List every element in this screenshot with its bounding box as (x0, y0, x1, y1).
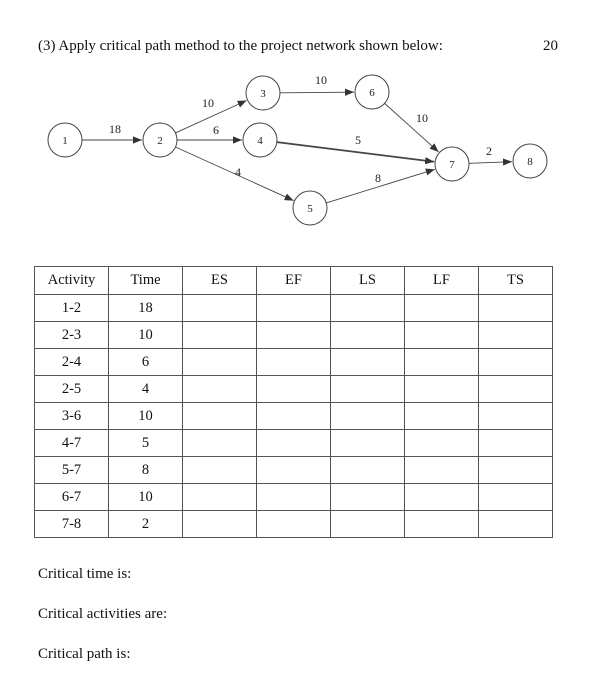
node-4 (243, 123, 277, 157)
cell-activity: 6-7 (35, 484, 109, 511)
cell-ef[interactable] (257, 376, 331, 403)
cell-es[interactable] (183, 295, 257, 322)
cell-es[interactable] (183, 430, 257, 457)
table-row (35, 349, 553, 376)
cell-activity: 2-3 (35, 322, 109, 349)
cell-ls[interactable] (331, 511, 405, 538)
cell-es[interactable] (183, 457, 257, 484)
cell-es[interactable] (183, 349, 257, 376)
node-6 (355, 75, 389, 109)
node-label: 5 (307, 203, 313, 215)
cell-ts[interactable] (479, 322, 553, 349)
edge-weight-5-7: 8 (375, 171, 381, 185)
cell-time: 8 (109, 457, 183, 484)
table-row (35, 295, 553, 322)
node-label: 4 (257, 135, 263, 147)
node-7 (435, 147, 469, 181)
cell-ef[interactable] (257, 457, 331, 484)
question-text: (3) Apply critical path method to the project network shown below: (38, 38, 443, 54)
node-3 (246, 76, 280, 110)
cell-ls[interactable] (331, 430, 405, 457)
question-header (38, 38, 558, 60)
node-5 (293, 191, 327, 225)
cell-lf[interactable] (405, 322, 479, 349)
cell-ls[interactable] (331, 457, 405, 484)
critical-time-label: Critical time is: (38, 566, 132, 582)
header-time: Time (109, 267, 183, 295)
cell-ef[interactable] (257, 430, 331, 457)
table-header-row (35, 267, 553, 295)
cell-lf[interactable] (405, 511, 479, 538)
cell-ls[interactable] (331, 376, 405, 403)
cell-time: 10 (109, 403, 183, 430)
table-row (35, 430, 553, 457)
node-2 (143, 123, 177, 157)
edge-weight-2-3: 10 (202, 96, 214, 110)
header-ls: LS (331, 267, 405, 295)
cell-ls[interactable] (331, 295, 405, 322)
cell-ts[interactable] (479, 430, 553, 457)
cell-activity: 1-2 (35, 295, 109, 322)
cell-lf[interactable] (405, 484, 479, 511)
cell-es[interactable] (183, 376, 257, 403)
cell-ef[interactable] (257, 511, 331, 538)
cell-ts[interactable] (479, 349, 553, 376)
cell-es[interactable] (183, 484, 257, 511)
cell-activity: 5-7 (35, 457, 109, 484)
header-es: ES (183, 267, 257, 295)
cpm-table (34, 266, 553, 538)
edge-3-6 (280, 92, 354, 93)
question-points: 20 (543, 38, 558, 54)
cell-time: 4 (109, 376, 183, 403)
cell-ls[interactable] (331, 484, 405, 511)
node-label: 1 (62, 135, 68, 147)
project-network-diagram (0, 60, 613, 230)
cell-time: 2 (109, 511, 183, 538)
edge-weight-2-5: 4 (235, 165, 241, 179)
cell-lf[interactable] (405, 457, 479, 484)
cell-es[interactable] (183, 403, 257, 430)
cell-activity: 2-5 (35, 376, 109, 403)
cell-ef[interactable] (257, 295, 331, 322)
cell-es[interactable] (183, 322, 257, 349)
table-row (35, 403, 553, 430)
header-ef: EF (257, 267, 331, 295)
critical-path-label: Critical path is: (38, 646, 131, 662)
cell-ts[interactable] (479, 484, 553, 511)
edge-weight-1-2: 18 (109, 122, 121, 136)
node-label: 2 (157, 135, 163, 147)
cell-es[interactable] (183, 511, 257, 538)
cell-activity: 7-8 (35, 511, 109, 538)
edge-7-8 (469, 162, 512, 164)
cell-ts[interactable] (479, 376, 553, 403)
cell-activity: 2-4 (35, 349, 109, 376)
table-row (35, 457, 553, 484)
edge-weight-7-8: 2 (486, 144, 492, 158)
header-lf: LF (405, 267, 479, 295)
node-label: 3 (260, 88, 266, 100)
header-activity: Activity (35, 267, 109, 295)
cell-time: 10 (109, 484, 183, 511)
cell-time: 5 (109, 430, 183, 457)
cell-ts[interactable] (479, 511, 553, 538)
edge-6-7 (385, 103, 439, 152)
cell-lf[interactable] (405, 349, 479, 376)
cell-time: 18 (109, 295, 183, 322)
cell-ef[interactable] (257, 403, 331, 430)
cell-ts[interactable] (479, 403, 553, 430)
table-row (35, 484, 553, 511)
cell-lf[interactable] (405, 295, 479, 322)
cell-lf[interactable] (405, 403, 479, 430)
network-nodes (48, 75, 547, 225)
cell-activity: 3-6 (35, 403, 109, 430)
edge-weight-2-4: 6 (213, 123, 219, 137)
node-8 (513, 144, 547, 178)
cell-time: 6 (109, 349, 183, 376)
cell-lf[interactable] (405, 430, 479, 457)
node-1 (48, 123, 82, 157)
table-row (35, 511, 553, 538)
critical-activities-label: Critical activities are: (38, 606, 168, 622)
node-label: 8 (527, 156, 533, 168)
cell-ls[interactable] (331, 322, 405, 349)
cell-ts[interactable] (479, 457, 553, 484)
cell-activity: 4-7 (35, 430, 109, 457)
node-label: 7 (449, 159, 455, 171)
edge-weight-4-7: 5 (355, 133, 361, 147)
edge-weight-6-7: 10 (416, 111, 428, 125)
cell-time: 10 (109, 322, 183, 349)
cell-ef[interactable] (257, 349, 331, 376)
table-row (35, 376, 553, 403)
table-row (35, 322, 553, 349)
cell-lf[interactable] (405, 376, 479, 403)
cell-ls[interactable] (331, 349, 405, 376)
node-label: 6 (369, 87, 375, 99)
cell-ef[interactable] (257, 322, 331, 349)
header-ts: TS (479, 267, 553, 295)
edge-weight-3-6: 10 (315, 73, 327, 87)
cell-ts[interactable] (479, 295, 553, 322)
cell-ls[interactable] (331, 403, 405, 430)
cell-ef[interactable] (257, 484, 331, 511)
